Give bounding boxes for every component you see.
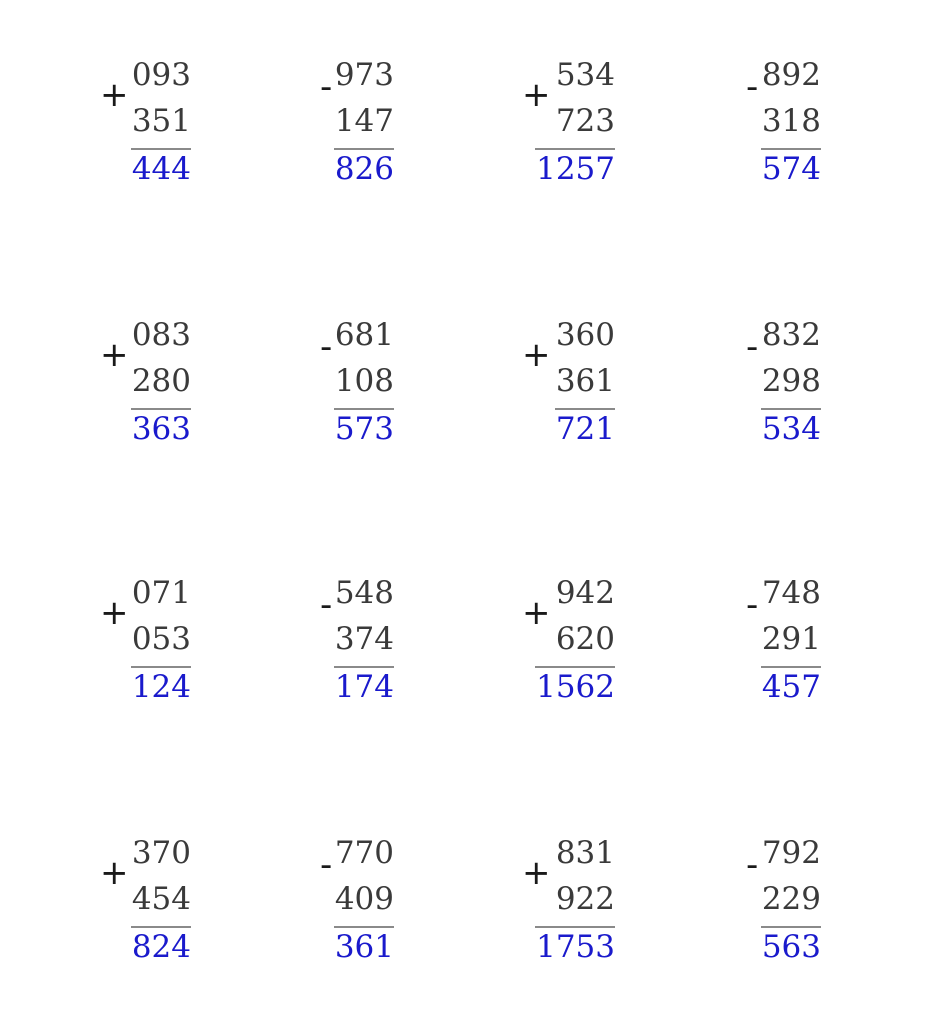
bottom-operand: 280 — [131, 363, 191, 399]
answer-rule — [334, 148, 394, 150]
top-operand: 792 — [761, 835, 821, 871]
problem-5 — [100, 317, 191, 460]
bottom-operand: 361 — [555, 363, 615, 399]
plus-sign: + — [100, 335, 129, 375]
answer-rule — [761, 666, 821, 668]
answer-rule — [761, 926, 821, 928]
top-operand: 093 — [131, 57, 191, 93]
plus-sign: + — [522, 853, 551, 893]
answer: 361 — [334, 929, 394, 965]
answer: 1562 — [536, 669, 615, 705]
minus-sign: - — [320, 585, 333, 625]
problem-7 — [522, 317, 615, 460]
problem-14 — [314, 835, 394, 978]
answer-rule — [535, 666, 615, 668]
problem-1 — [100, 57, 191, 200]
answer-rule — [334, 408, 394, 410]
answer-rule — [131, 148, 191, 150]
top-operand: 892 — [761, 57, 821, 93]
bottom-operand: 409 — [334, 881, 394, 917]
minus-sign: - — [746, 67, 759, 107]
answer: 1753 — [536, 929, 615, 965]
plus-sign: + — [522, 75, 551, 115]
top-operand: 831 — [555, 835, 615, 871]
bottom-operand: 351 — [131, 103, 191, 139]
problem-6 — [314, 317, 394, 460]
answer: 363 — [131, 411, 191, 447]
answer: 124 — [131, 669, 191, 705]
answer: 444 — [131, 151, 191, 187]
bottom-operand: 374 — [334, 621, 394, 657]
top-operand: 770 — [334, 835, 394, 871]
problem-10 — [314, 575, 394, 718]
bottom-operand: 298 — [761, 363, 821, 399]
bottom-operand: 229 — [761, 881, 821, 917]
bottom-operand: 108 — [334, 363, 394, 399]
answer: 574 — [761, 151, 821, 187]
bottom-operand: 723 — [555, 103, 615, 139]
answer-rule — [761, 408, 821, 410]
answer: 174 — [334, 669, 394, 705]
answer-rule — [334, 926, 394, 928]
minus-sign: - — [320, 67, 333, 107]
answer-rule — [761, 148, 821, 150]
problem-4 — [740, 57, 821, 200]
minus-sign: - — [320, 327, 333, 367]
bottom-operand: 454 — [131, 881, 191, 917]
top-operand: 973 — [334, 57, 394, 93]
top-operand: 681 — [334, 317, 394, 353]
answer-rule — [131, 408, 191, 410]
bottom-operand: 922 — [555, 881, 615, 917]
plus-sign: + — [100, 593, 129, 633]
minus-sign: - — [746, 845, 759, 885]
problem-16 — [740, 835, 821, 978]
problem-8 — [740, 317, 821, 460]
answer: 573 — [334, 411, 394, 447]
top-operand: 832 — [761, 317, 821, 353]
problem-12 — [740, 575, 821, 718]
top-operand: 083 — [131, 317, 191, 353]
answer: 1257 — [536, 151, 615, 187]
problem-2 — [314, 57, 394, 200]
top-operand: 942 — [555, 575, 615, 611]
top-operand: 360 — [555, 317, 615, 353]
plus-sign: + — [522, 335, 551, 375]
plus-sign: + — [522, 593, 551, 633]
bottom-operand: 620 — [555, 621, 615, 657]
answer: 534 — [761, 411, 821, 447]
top-operand: 534 — [555, 57, 615, 93]
minus-sign: - — [746, 585, 759, 625]
problem-13 — [100, 835, 191, 978]
answer: 457 — [761, 669, 821, 705]
bottom-operand: 318 — [761, 103, 821, 139]
top-operand: 071 — [131, 575, 191, 611]
answer: 563 — [761, 929, 821, 965]
bottom-operand: 053 — [131, 621, 191, 657]
answer-rule — [555, 408, 615, 410]
answer-rule — [535, 148, 615, 150]
top-operand: 748 — [761, 575, 821, 611]
plus-sign: + — [100, 853, 129, 893]
answer-rule — [334, 666, 394, 668]
plus-sign: + — [100, 75, 129, 115]
answer-rule — [535, 926, 615, 928]
bottom-operand: 291 — [761, 621, 821, 657]
answer-rule — [131, 666, 191, 668]
answer: 826 — [334, 151, 394, 187]
problem-15 — [522, 835, 615, 978]
problem-11 — [522, 575, 615, 718]
answer: 721 — [555, 411, 615, 447]
problem-3 — [522, 57, 615, 200]
top-operand: 548 — [334, 575, 394, 611]
minus-sign: - — [746, 327, 759, 367]
answer: 824 — [131, 929, 191, 965]
answer-rule — [131, 926, 191, 928]
problem-9 — [100, 575, 191, 718]
minus-sign: - — [320, 845, 333, 885]
top-operand: 370 — [131, 835, 191, 871]
bottom-operand: 147 — [334, 103, 394, 139]
